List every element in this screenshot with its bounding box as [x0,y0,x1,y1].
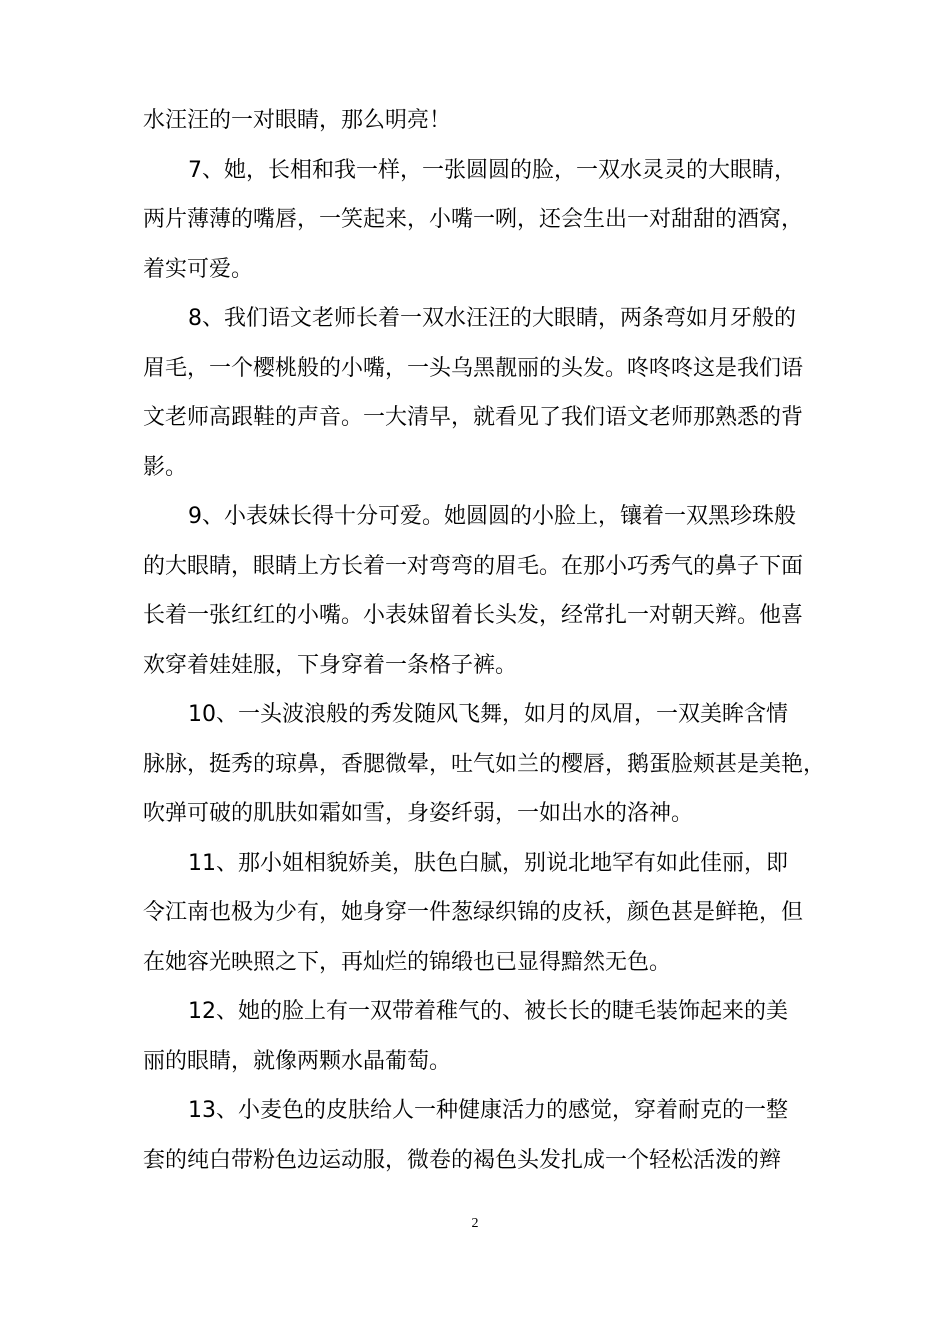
text-line: 13、小麦色的皮肤给人一种健康活力的感觉，穿着耐克的一整 [188,1098,788,1123]
text-line: 长着一张红红的小嘴。小表妹留着长头发，经常扎一对朝天辫。他喜 [143,603,804,628]
text-line: 丽的眼睛，就像两颗水晶葡萄。 [143,1048,452,1074]
text-line: 在她容光映照之下，再灿烂的锦缎也已显得黯然无色。 [143,949,672,975]
text-line: 脉脉，挺秀的琼鼻，香腮微晕，吐气如兰的樱唇，鹅蛋脸颊甚是美艳， [143,751,826,777]
text-line: 8、我们语文老师长着一双水汪汪的大眼睛，两条弯如月牙般的 [188,306,796,331]
page-number: 2 [471,1216,479,1231]
text-line: 12、她的脸上有一双带着稚气的、被长长的睫毛装饰起来的美 [188,999,788,1024]
text-line: 的大眼睛，眼睛上方长着一对弯弯的眉毛。在那小巧秀气的鼻子下面 [143,553,804,579]
text-line: 两片薄薄的嘴唇，一笑起来，小嘴一咧，还会生出一对甜甜的酒窝， [143,207,804,232]
text-line: 7、她，长相和我一样，一张圆圆的脸，一双水灵灵的大眼睛， [188,157,796,183]
text-line: 眉毛，一个樱桃般的小嘴，一头乌黑靓丽的头发。咚咚咚这是我们语 [143,355,804,381]
text-line: 欢穿着娃娃服，下身穿着一条格子裤。 [143,652,518,678]
text-line: 9、小表妹长得十分可爱。她圆圆的小脸上，镶着一双黑珍珠般 [188,504,796,529]
document-body [143,96,826,1185]
text-line: 着实可爱。 [143,256,254,282]
text-line: 令江南也极为少有，她身穿一件葱绿织锦的皮袄，颜色甚是鲜艳，但 [143,900,804,925]
text-line: 文老师高跟鞋的声音。一大清早，就看见了我们语文老师那熟悉的背 [143,405,804,430]
text-line: 10、一头波浪般的秀发随风飞舞，如月的凤眉，一双美眸含情 [188,702,788,727]
text-line: 吹弹可破的肌肤如霜如雪，身姿纤弱，一如出水的洛神。 [143,801,694,826]
text-line: 11、那小姐相貌娇美，肤色白腻，别说北地罕有如此佳丽，即 [188,850,788,876]
text-line: 水汪汪的一对眼睛，那么明亮！ [143,108,452,133]
text-line: 影。 [143,454,188,480]
text-line: 套的纯白带粉色边运动服，微卷的褐色头发扎成一个轻松活泼的辫 [143,1147,782,1173]
